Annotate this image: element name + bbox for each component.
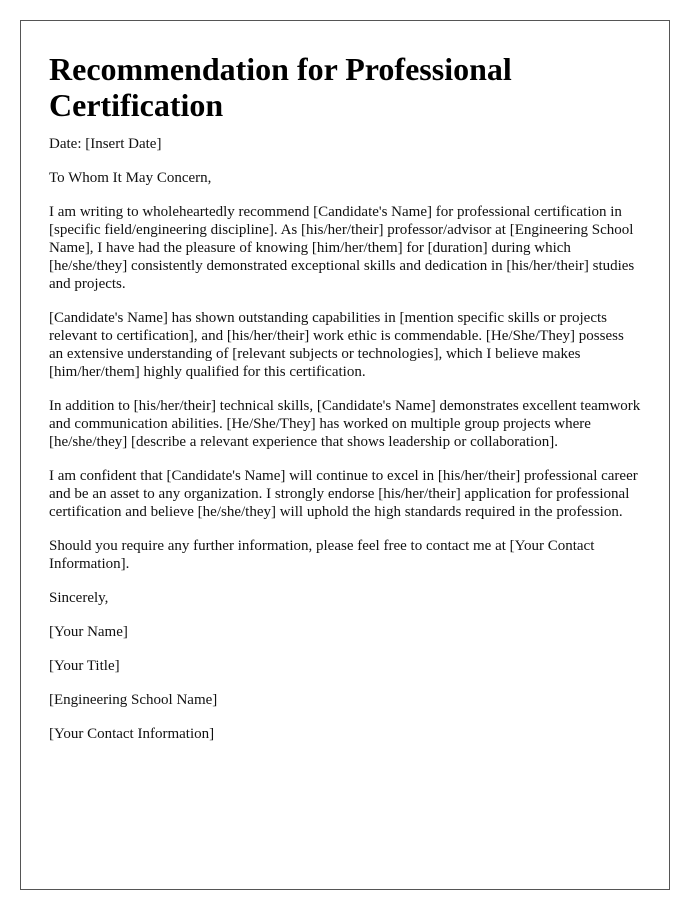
body-paragraph-5: Should you require any further information, please feel free to contact me at [Your Contact Information]. <box>49 538 595 572</box>
letter-title: Recommendation for Professional Certification <box>49 51 512 123</box>
body-paragraph-1: I am writing to wholeheartedly recommend [Candidate's Name] for professional certification in [specific field/engineering discipline]. As [his/her/their] professor/advisor at [Engineering School Name], I have had the pleasure of knowing [him/her/them] for [duration] during which [he/she/they] consistently demonstrated exceptional skills and dedication in [his/her/their] studies and projects. <box>49 204 635 292</box>
letter-date: Date: [Insert Date] <box>49 136 162 152</box>
letter-salutation: To Whom It May Concern, <box>49 170 212 186</box>
letter-closing: Sincerely, <box>49 590 109 606</box>
signature-school: [Engineering School Name] <box>49 692 218 708</box>
signature-title: [Your Title] <box>49 658 120 674</box>
body-paragraph-2: [Candidate's Name] has shown outstanding capabilities in [mention specific skills or projects relevant to certification], and [his/her/their] work ethic is commendable. [He/She/They] possess an extensive understanding of [relevant subjects or technologies], which I believe makes [him/her/them] highly qualified for this certification. <box>49 310 624 380</box>
signature-name: [Your Name] <box>49 624 128 640</box>
signature-contact: [Your Contact Information] <box>49 726 215 742</box>
body-paragraph-4: I am confident that [Candidate's Name] will continue to excel in [his/her/their] professional career and be an asset to any organization. I strongly endorse [his/her/their] application for professional certification and believe [he/she/they] will uphold the high standards required in the profession. <box>49 468 638 520</box>
letter-page <box>20 20 670 890</box>
body-paragraph-3: In addition to [his/her/their] technical skills, [Candidate's Name] demonstrates excellent teamwork and communication abilities. [He/She/They] has worked on multiple group projects where [he/she/they] [describe a relevant experience that shows leadership or collaboration]. <box>49 398 641 450</box>
